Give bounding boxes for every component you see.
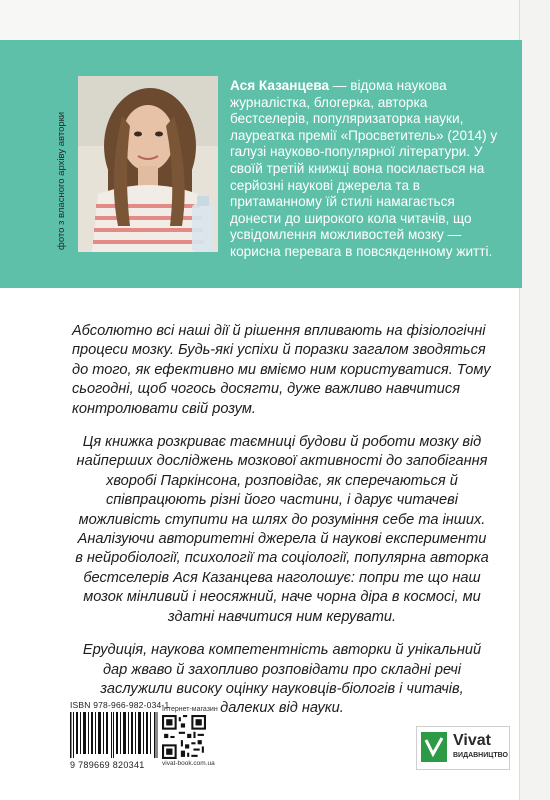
description-paragraph-3: Ерудиція, наукова компетентність авторки й унікальний дар жваво й захопливо розповідати про складні речі заслужили високу оцінку науковців-біологів і читачів, далеких від науки. xyxy=(82,642,482,717)
isbn-label: ISBN 978-966-982-034-1 xyxy=(70,700,170,710)
top-edge xyxy=(0,0,550,40)
barcode-icon xyxy=(70,712,158,758)
publisher-subtitle: ВИДАВНИЦТВО xyxy=(453,752,508,759)
book-description xyxy=(72,322,492,733)
author-bio-text: — відома наукова журналістка, блогерка, авторка бестселерів, популяризаторка науки, лауреатка премії «Просветитель» (2014) у галузі науково-популярної літератури. У своїй третій книжці вона посилається на серйозні наукові джерела та в притаманному їй стилі намагається донести до широкого кола читачів, що усвідомлення можливостей мозку — корисна перевага в повсякденному житті. xyxy=(230,78,498,259)
barcode-digits: 9 789669 820341 xyxy=(70,760,145,770)
publisher-logo xyxy=(416,726,510,770)
spine-edge xyxy=(519,0,550,800)
publisher-name: Vivat xyxy=(453,732,491,749)
qr-code-icon xyxy=(162,715,206,759)
author-photo xyxy=(78,76,218,252)
description-paragraph-1: Абсолютно всі наші дії й рішення впливають на фізіологічні процеси мозку. Будь-які успіхи й поразки загалом зводяться до того, як ефективно ми вміємо ним користуватися. Тому сьогодні, щоб чогось досягти, дуже важливо навчитися контролювати свій розум. xyxy=(72,323,491,417)
author-bio xyxy=(230,78,502,261)
photo-credit: фото з власного архіву авторки xyxy=(56,111,67,250)
author-name: Ася Казанцева xyxy=(230,78,330,93)
publisher-mark-icon xyxy=(421,732,447,762)
shop-url: vivat-book.com.ua xyxy=(162,760,215,767)
shop-label: Інтернет-магазин xyxy=(162,706,218,713)
description-paragraph-2: Ця книжка розкриває таємниці будови й роботи мозку від найперших досліджень мозкової активності до запобігання хворобі Паркінсона, розповідає, як сперечаються й співпрацюють різні його частини, і дарує читачеві можливість ступити на шлях до розуміння себе та інших. Аналізуючи авторитетні джерела й наукові експерименти в нейробіології, психології та соціології, популярна авторка бестселерів Ася Казанцева наголошує: попри те що наш мозок мінливий і неосяжний, наче чорна діра в космосі, ми здатні навчитися ним керувати. xyxy=(75,434,489,625)
